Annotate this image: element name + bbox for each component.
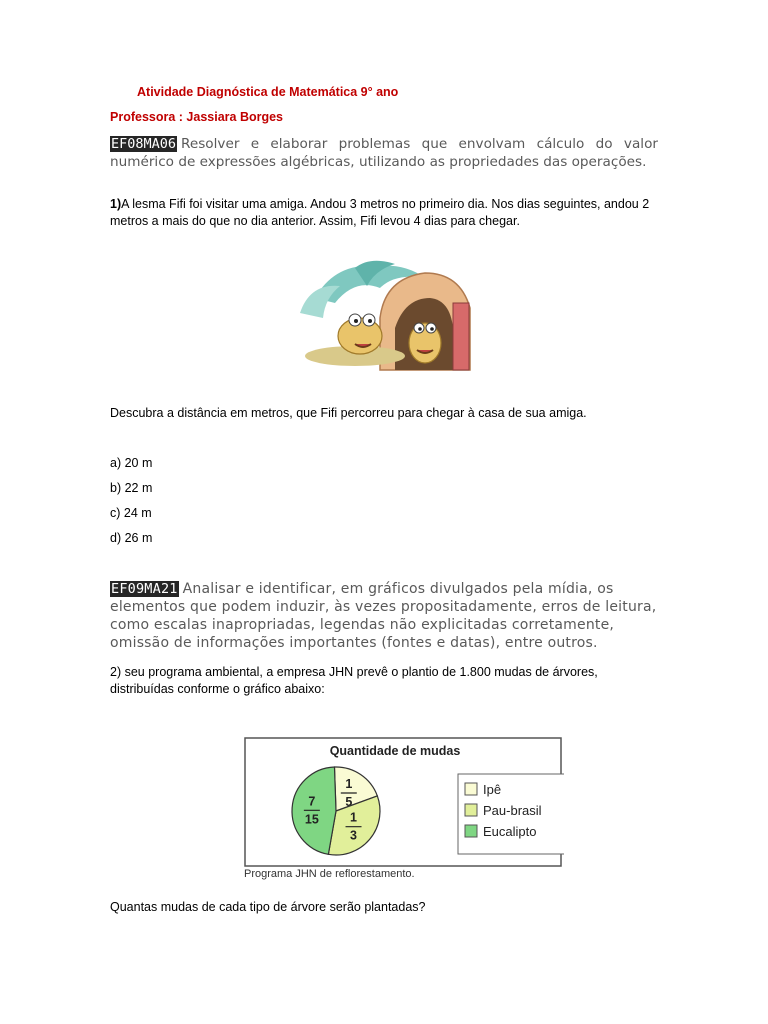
- activity-title: Atividade Diagnóstica de Matemática 9° ano: [137, 85, 399, 99]
- slice-fraction-denominator: 15: [304, 812, 319, 827]
- legend-swatch: [465, 825, 477, 837]
- chart-title: Quantidade de mudas: [329, 744, 461, 758]
- skill-ef08ma06: [110, 136, 658, 171]
- legend-label: Ipê: [483, 782, 502, 797]
- option-d[interactable]: d) 26 m: [110, 531, 153, 545]
- snail-smile: [355, 344, 371, 347]
- question-text: A lesma Fifi foi visitar uma amiga. Andou 3 metros no primeiro dia. Nos dias seguintes, andou 2 metros a mais do que no dia anterior. Assim, Fifi levou 4 dias para chegar.: [110, 197, 650, 228]
- skill-description: Resolver e elaborar problemas que envolvam cálculo do valor numérico de expressões algébricas, utilizando as propriedades das operações.: [110, 136, 658, 170]
- slice-fraction-denominator: 5: [345, 795, 353, 810]
- skill-code: EF09MA21: [111, 581, 178, 597]
- slice-fraction-numerator: 7: [308, 794, 316, 809]
- question-2: 2) seu programa ambiental, a empresa JHN prevê o plantio de 1.800 mudas de árvores, distribuídas conforme o gráfico abaixo:: [110, 665, 598, 696]
- skill-description: Analisar e identificar, em gráficos divulgados pela mídia, os elementos que podem induzir, às vezes propositadamente, erros de leitura, como escalas inapropriadas, legendas não explicitadas corretamente, omissão de informações importantes (fontes e datas), entre outros.: [110, 581, 657, 651]
- pie-chart: [292, 767, 380, 855]
- option-a[interactable]: a) 20 m: [110, 456, 153, 470]
- option-b[interactable]: b) 22 m: [110, 481, 153, 495]
- chart-legend: [458, 774, 564, 854]
- skill-code: EF08MA06: [111, 136, 177, 152]
- question-1: [110, 196, 660, 229]
- legend-label: Pau-brasil: [483, 803, 542, 818]
- legend-label: Eucalipto: [483, 824, 537, 839]
- question-2-question: Quantas mudas de cada tipo de árvore serão plantadas?: [110, 900, 426, 914]
- chart-caption: Programa JHN de reflorestamento.: [244, 868, 415, 880]
- question-number: 1): [110, 197, 122, 211]
- slice-fraction-denominator: 3: [350, 828, 358, 843]
- legend-swatch: [465, 804, 477, 816]
- question-1-prompt: Descubra a distância em metros, que Fifi percorreu para chegar à casa de sua amiga.: [110, 406, 587, 420]
- snail-illustration: [295, 258, 475, 373]
- skill-ef09ma21: [110, 580, 670, 652]
- slice-fraction-numerator: 1: [350, 810, 358, 825]
- pie-chart-figure: [244, 737, 564, 885]
- slice-fraction-numerator: 1: [345, 777, 353, 792]
- house-door: [453, 303, 469, 370]
- legend-swatch: [465, 783, 477, 795]
- option-c[interactable]: c) 24 m: [110, 506, 152, 520]
- teacher-name: Professora : Jassiara Borges: [110, 110, 284, 124]
